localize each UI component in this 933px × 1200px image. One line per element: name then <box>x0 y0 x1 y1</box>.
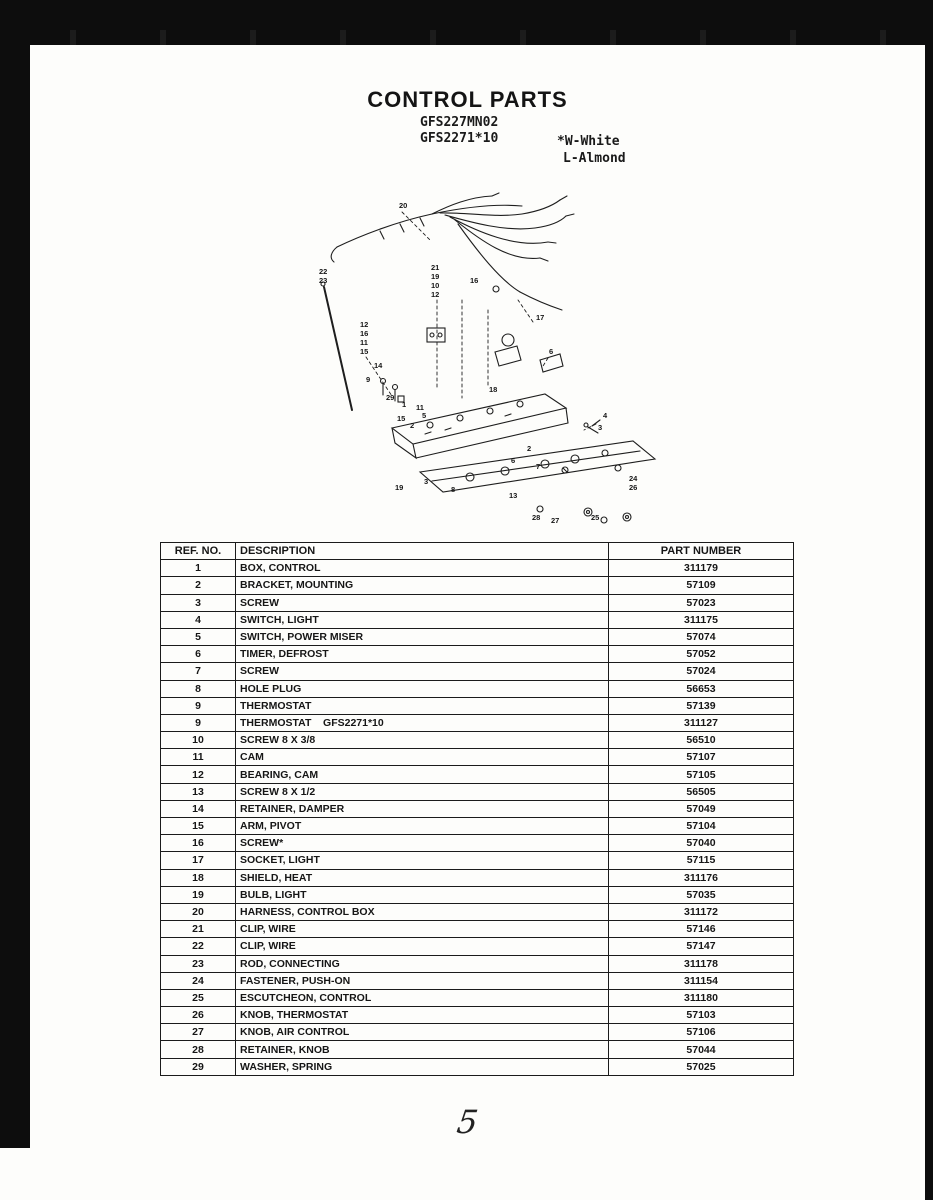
page-number: 5 <box>454 1103 481 1141</box>
callout-number: 20 <box>399 201 408 210</box>
ref-no-cell: 27 <box>161 1024 236 1041</box>
table-row <box>161 766 794 783</box>
table-header-row <box>161 543 794 560</box>
ref-no-cell: 5 <box>161 628 236 645</box>
callout-number: 3 <box>424 477 429 486</box>
connecting-rod-art <box>321 282 352 410</box>
ref-no-cell: 29 <box>161 1058 236 1075</box>
ref-no-cell: 25 <box>161 989 236 1006</box>
description-cell: CLIP, WIRE <box>236 921 609 938</box>
description-cell: SCREW 8 X 3/8 <box>236 732 609 749</box>
ref-no-cell: 23 <box>161 955 236 972</box>
description-cell: SCREW <box>236 663 609 680</box>
callout-number: 9 <box>366 375 371 384</box>
ref-no-cell: 15 <box>161 818 236 835</box>
callout-number: 15 <box>360 347 369 356</box>
callout-number: 22 <box>319 267 328 276</box>
part-number-cell: 57104 <box>609 818 794 835</box>
model-number-1: GFS227MN02 <box>420 115 499 130</box>
table-row <box>161 697 794 714</box>
part-number-cell: 57147 <box>609 938 794 955</box>
ref-no-cell: 3 <box>161 594 236 611</box>
part-number-cell: 311154 <box>609 972 794 989</box>
callout-number: 19 <box>431 272 440 281</box>
scan-noise-strip <box>30 30 925 45</box>
scan-edge <box>0 1148 30 1200</box>
callout-number: 21 <box>431 263 440 272</box>
part-number-cell: 57023 <box>609 594 794 611</box>
callout-number: 3 <box>598 423 603 432</box>
ref-no-cell: 9 <box>161 697 236 714</box>
model-number-2: GFS2271*10 <box>420 131 499 146</box>
description-cell: CAM <box>236 749 609 766</box>
table-row <box>161 714 794 731</box>
description-cell: HARNESS, CONTROL BOX <box>236 903 609 920</box>
table-row <box>161 560 794 577</box>
callout-number: 5 <box>422 411 427 420</box>
callout-number: 8 <box>451 485 456 494</box>
part-number-cell: 57106 <box>609 1024 794 1041</box>
table-row <box>161 1041 794 1058</box>
table-row <box>161 611 794 628</box>
table-row <box>161 749 794 766</box>
table-row <box>161 955 794 972</box>
callout-number: 28 <box>532 513 541 522</box>
part-number-cell: 311179 <box>609 560 794 577</box>
table-row <box>161 886 794 903</box>
part-number-cell: 56653 <box>609 680 794 697</box>
header-ref-no: REF. NO. <box>161 543 236 560</box>
ref-no-cell: 6 <box>161 646 236 663</box>
model-numbers <box>420 115 498 147</box>
callout-number: 26 <box>629 483 638 492</box>
part-number-cell: 57044 <box>609 1041 794 1058</box>
table-row <box>161 921 794 938</box>
table-row <box>161 1024 794 1041</box>
part-number-cell: 311175 <box>609 611 794 628</box>
table-row <box>161 1007 794 1024</box>
callout-number: 7 <box>536 462 541 471</box>
part-number-cell: 57052 <box>609 646 794 663</box>
table-row <box>161 852 794 869</box>
callout-number: 13 <box>509 491 518 500</box>
part-number-cell: 311178 <box>609 955 794 972</box>
table-row <box>161 628 794 645</box>
ref-no-cell: 1 <box>161 560 236 577</box>
color-note-almond: L-Almond <box>563 151 626 166</box>
table-row <box>161 646 794 663</box>
table-row <box>161 869 794 886</box>
part-number-cell: 57139 <box>609 697 794 714</box>
part-number-cell: 57103 <box>609 1007 794 1024</box>
description-cell: HOLE PLUG <box>236 680 609 697</box>
ref-no-cell: 16 <box>161 835 236 852</box>
part-number-cell: 57146 <box>609 921 794 938</box>
table-row <box>161 903 794 920</box>
page-title: CONTROL PARTS <box>367 87 568 112</box>
ref-no-cell: 20 <box>161 903 236 920</box>
description-cell: THERMOSTAT GFS2271*10 <box>236 714 609 731</box>
table-row <box>161 818 794 835</box>
description-cell: ESCUTCHEON, CONTROL <box>236 989 609 1006</box>
callout-number: 11 <box>360 338 368 347</box>
part-number-cell: 57025 <box>609 1058 794 1075</box>
callout-number: 2 <box>410 421 415 430</box>
table-row <box>161 783 794 800</box>
callout-number: 4 <box>603 411 608 420</box>
ref-no-cell: 4 <box>161 611 236 628</box>
description-cell: SCREW <box>236 594 609 611</box>
description-cell: SWITCH, LIGHT <box>236 611 609 628</box>
part-number-cell: 57035 <box>609 886 794 903</box>
part-number-cell: 311176 <box>609 869 794 886</box>
part-number-cell: 311180 <box>609 989 794 1006</box>
description-cell: SCREW 8 X 1/2 <box>236 783 609 800</box>
description-cell: KNOB, AIR CONTROL <box>236 1024 609 1041</box>
wire-harness-art <box>331 193 574 310</box>
description-cell: SCREW* <box>236 835 609 852</box>
header-part-number: PART NUMBER <box>609 543 794 560</box>
description-cell: BEARING, CAM <box>236 766 609 783</box>
description-cell: SHIELD, HEAT <box>236 869 609 886</box>
part-number-cell: 57024 <box>609 663 794 680</box>
callout-number: 16 <box>470 276 479 285</box>
part-number-cell: 57049 <box>609 800 794 817</box>
table-row <box>161 835 794 852</box>
callout-number: 29 <box>386 393 395 402</box>
table-row <box>161 594 794 611</box>
part-number-cell: 57107 <box>609 749 794 766</box>
ref-no-cell: 12 <box>161 766 236 783</box>
description-cell: BOX, CONTROL <box>236 560 609 577</box>
table-row <box>161 577 794 594</box>
callout-number: 6 <box>511 456 516 465</box>
ref-no-cell: 17 <box>161 852 236 869</box>
part-number-cell: 311127 <box>609 714 794 731</box>
part-number-cell: 311172 <box>609 903 794 920</box>
description-cell: SWITCH, POWER MISER <box>236 628 609 645</box>
table-row <box>161 680 794 697</box>
table-row <box>161 989 794 1006</box>
parts-table <box>160 542 794 1076</box>
table-row <box>161 732 794 749</box>
description-cell: TIMER, DEFROST <box>236 646 609 663</box>
part-number-cell: 56510 <box>609 732 794 749</box>
callout-number: 1 <box>402 400 407 409</box>
callout-number: 25 <box>591 513 600 522</box>
callout-number: 16 <box>360 329 369 338</box>
header-description: DESCRIPTION <box>236 543 609 560</box>
ref-no-cell: 8 <box>161 680 236 697</box>
fastener-art <box>537 420 631 523</box>
callout-number: 23 <box>319 276 328 285</box>
description-cell: ARM, PIVOT <box>236 818 609 835</box>
callout-number: 12 <box>431 290 440 299</box>
callout-number: 27 <box>551 516 560 525</box>
ref-no-cell: 21 <box>161 921 236 938</box>
callout-number: 14 <box>374 361 383 370</box>
ref-no-cell: 9 <box>161 714 236 731</box>
description-cell: RETAINER, KNOB <box>236 1041 609 1058</box>
description-cell: SOCKET, LIGHT <box>236 852 609 869</box>
table-row <box>161 663 794 680</box>
description-cell: THERMOSTAT <box>236 697 609 714</box>
ref-no-cell: 26 <box>161 1007 236 1024</box>
callout-number: 2 <box>527 444 532 453</box>
description-cell: WASHER, SPRING <box>236 1058 609 1075</box>
ref-no-cell: 22 <box>161 938 236 955</box>
exploded-diagram <box>280 180 680 540</box>
callout-number: 15 <box>397 414 406 423</box>
table-row <box>161 938 794 955</box>
callout-number: 19 <box>395 483 404 492</box>
part-number-cell: 57074 <box>609 628 794 645</box>
ref-no-cell: 11 <box>161 749 236 766</box>
description-cell: FASTENER, PUSH-ON <box>236 972 609 989</box>
callout-number: 11 <box>416 403 424 412</box>
table-row <box>161 800 794 817</box>
callout-number: 12 <box>360 320 369 329</box>
callout-number: 6 <box>549 347 554 356</box>
ref-no-cell: 10 <box>161 732 236 749</box>
ref-no-cell: 2 <box>161 577 236 594</box>
ref-no-cell: 19 <box>161 886 236 903</box>
diagram-callouts <box>319 201 638 525</box>
part-number-cell: 57109 <box>609 577 794 594</box>
leader-lines <box>366 212 596 430</box>
table-row <box>161 1058 794 1075</box>
ref-no-cell: 28 <box>161 1041 236 1058</box>
description-cell: ROD, CONNECTING <box>236 955 609 972</box>
table-row <box>161 972 794 989</box>
ref-no-cell: 18 <box>161 869 236 886</box>
parts-table-body <box>161 560 794 1076</box>
part-number-cell: 56505 <box>609 783 794 800</box>
description-cell: KNOB, THERMOSTAT <box>236 1007 609 1024</box>
ref-no-cell: 14 <box>161 800 236 817</box>
part-number-cell: 57105 <box>609 766 794 783</box>
callout-number: 24 <box>629 474 638 483</box>
color-note-white: *W-White <box>557 134 620 149</box>
color-notes <box>557 133 626 167</box>
document-page <box>30 45 925 1200</box>
description-cell: BRACKET, MOUNTING <box>236 577 609 594</box>
description-cell: RETAINER, DAMPER <box>236 800 609 817</box>
ref-no-cell: 13 <box>161 783 236 800</box>
description-cell: CLIP, WIRE <box>236 938 609 955</box>
part-number-cell: 57040 <box>609 835 794 852</box>
description-cell: BULB, LIGHT <box>236 886 609 903</box>
ref-no-cell: 24 <box>161 972 236 989</box>
callout-number: 18 <box>489 385 498 394</box>
callout-number: 17 <box>536 313 545 322</box>
part-number-cell: 57115 <box>609 852 794 869</box>
ref-no-cell: 7 <box>161 663 236 680</box>
timer-switch-art <box>381 328 564 402</box>
callout-number: 10 <box>431 281 440 290</box>
